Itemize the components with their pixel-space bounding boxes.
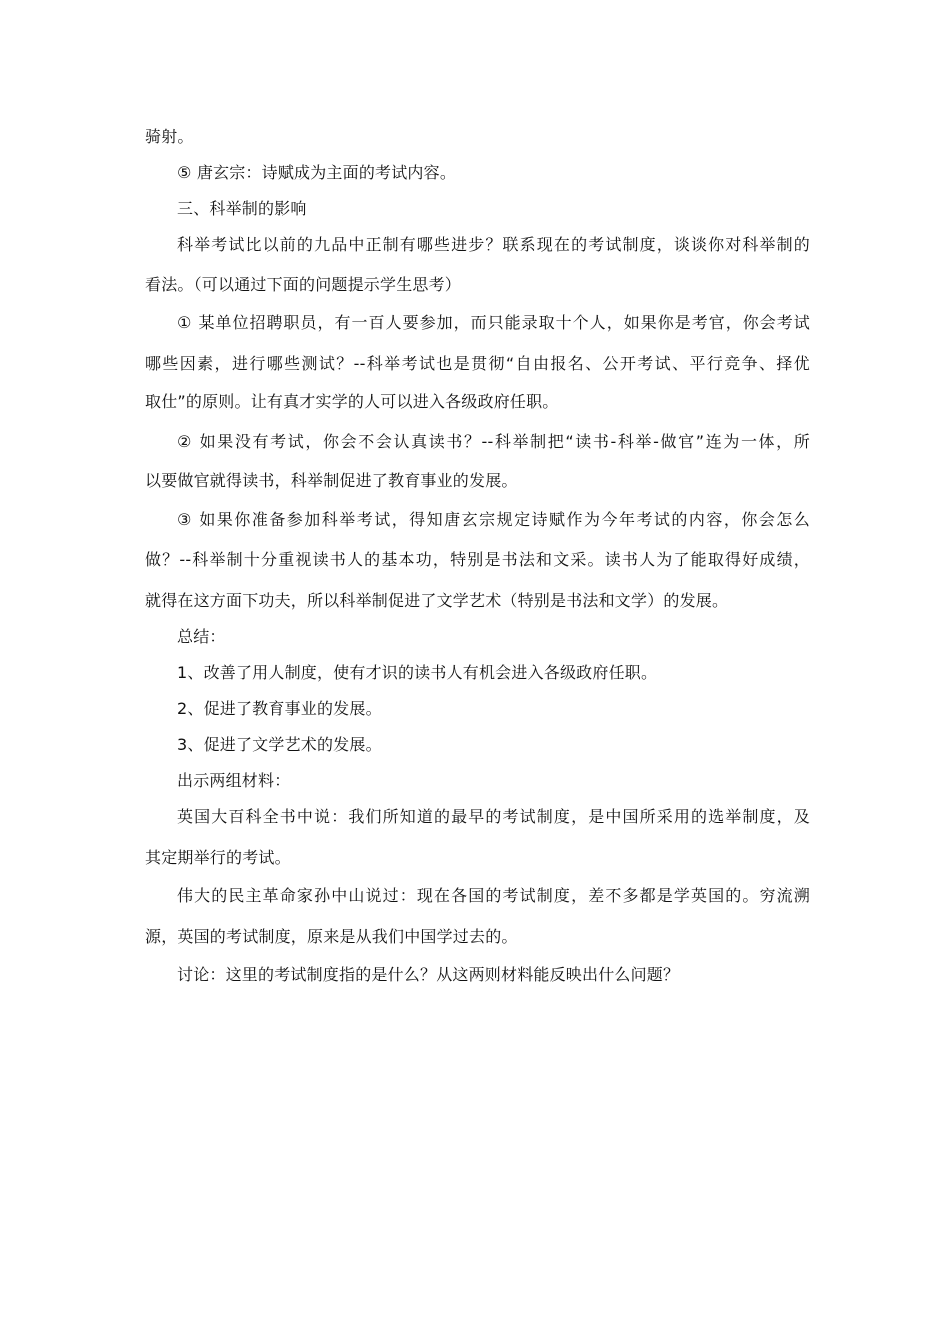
text-line: 其定期举行的考试。 xyxy=(145,848,291,867)
text-line: 哪些因素，进行哪些测试？--科举考试也是贯彻“自由报名、公开考试、平行竞争、择优 xyxy=(145,354,810,373)
section-heading: 三、科举制的影响 xyxy=(177,199,307,218)
text-line: 以要做官就得读书，科举制促进了教育事业的发展。 xyxy=(145,471,518,490)
text-line: 伟大的民主革命家孙中山说过：现在各国的考试制度，差不多都是学英国的。穷流溯 xyxy=(177,886,810,905)
text-line: 英国大百科全书中说：我们所知道的最早的考试制度，是中国所采用的选举制度，及 xyxy=(177,807,810,826)
text-line: 源，英国的考试制度，原来是从我们中国学过去的。 xyxy=(145,927,518,946)
text-line: 讨论：这里的考试制度指的是什么？从这两则材料能反映出什么问题？ xyxy=(177,965,680,984)
text-line: 看法。（可以通过下面的问题提示学生思考） xyxy=(145,275,462,294)
text-line: 科举考试比以前的九品中正制有哪些进步？联系现在的考试制度，谈谈你对科举制的 xyxy=(177,235,810,254)
text-line: 骑射。 xyxy=(145,127,194,146)
text-line: 出示两组材料： xyxy=(177,771,291,790)
text-line: 就得在这方面下功夫，所以科举制促进了文学艺术（特别是书法和文学）的发展。 xyxy=(145,591,729,610)
summary-heading: 总结： xyxy=(177,627,226,646)
list-item: 1、改善了用人制度，使有才识的读书人有机会进入各级政府任职。 xyxy=(177,663,658,682)
list-item: 2、促进了教育事业的发展。 xyxy=(177,699,382,718)
text-line: ② 如果没有考试，你会不会认真读书？--科举制把“读书-科举-做官”连为一体，所 xyxy=(177,432,810,451)
text-line: 取仕”的原则。让有真才实学的人可以进入各级政府任职。 xyxy=(145,392,559,411)
text-line: 做？--科举制十分重视读书人的基本功，特别是书法和文采。读书人为了能取得好成绩， xyxy=(145,550,810,569)
list-item: 3、促进了文学艺术的发展。 xyxy=(177,735,382,754)
text-line: ① 某单位招聘职员，有一百人要参加，而只能录取十个人，如果你是考官，你会考试 xyxy=(177,313,810,332)
text-line: ⑤ 唐玄宗：诗赋成为主面的考试内容。 xyxy=(177,163,457,182)
text-line: ③ 如果你准备参加科举考试，得知唐玄宗规定诗赋作为今年考试的内容，你会怎么 xyxy=(177,510,810,529)
